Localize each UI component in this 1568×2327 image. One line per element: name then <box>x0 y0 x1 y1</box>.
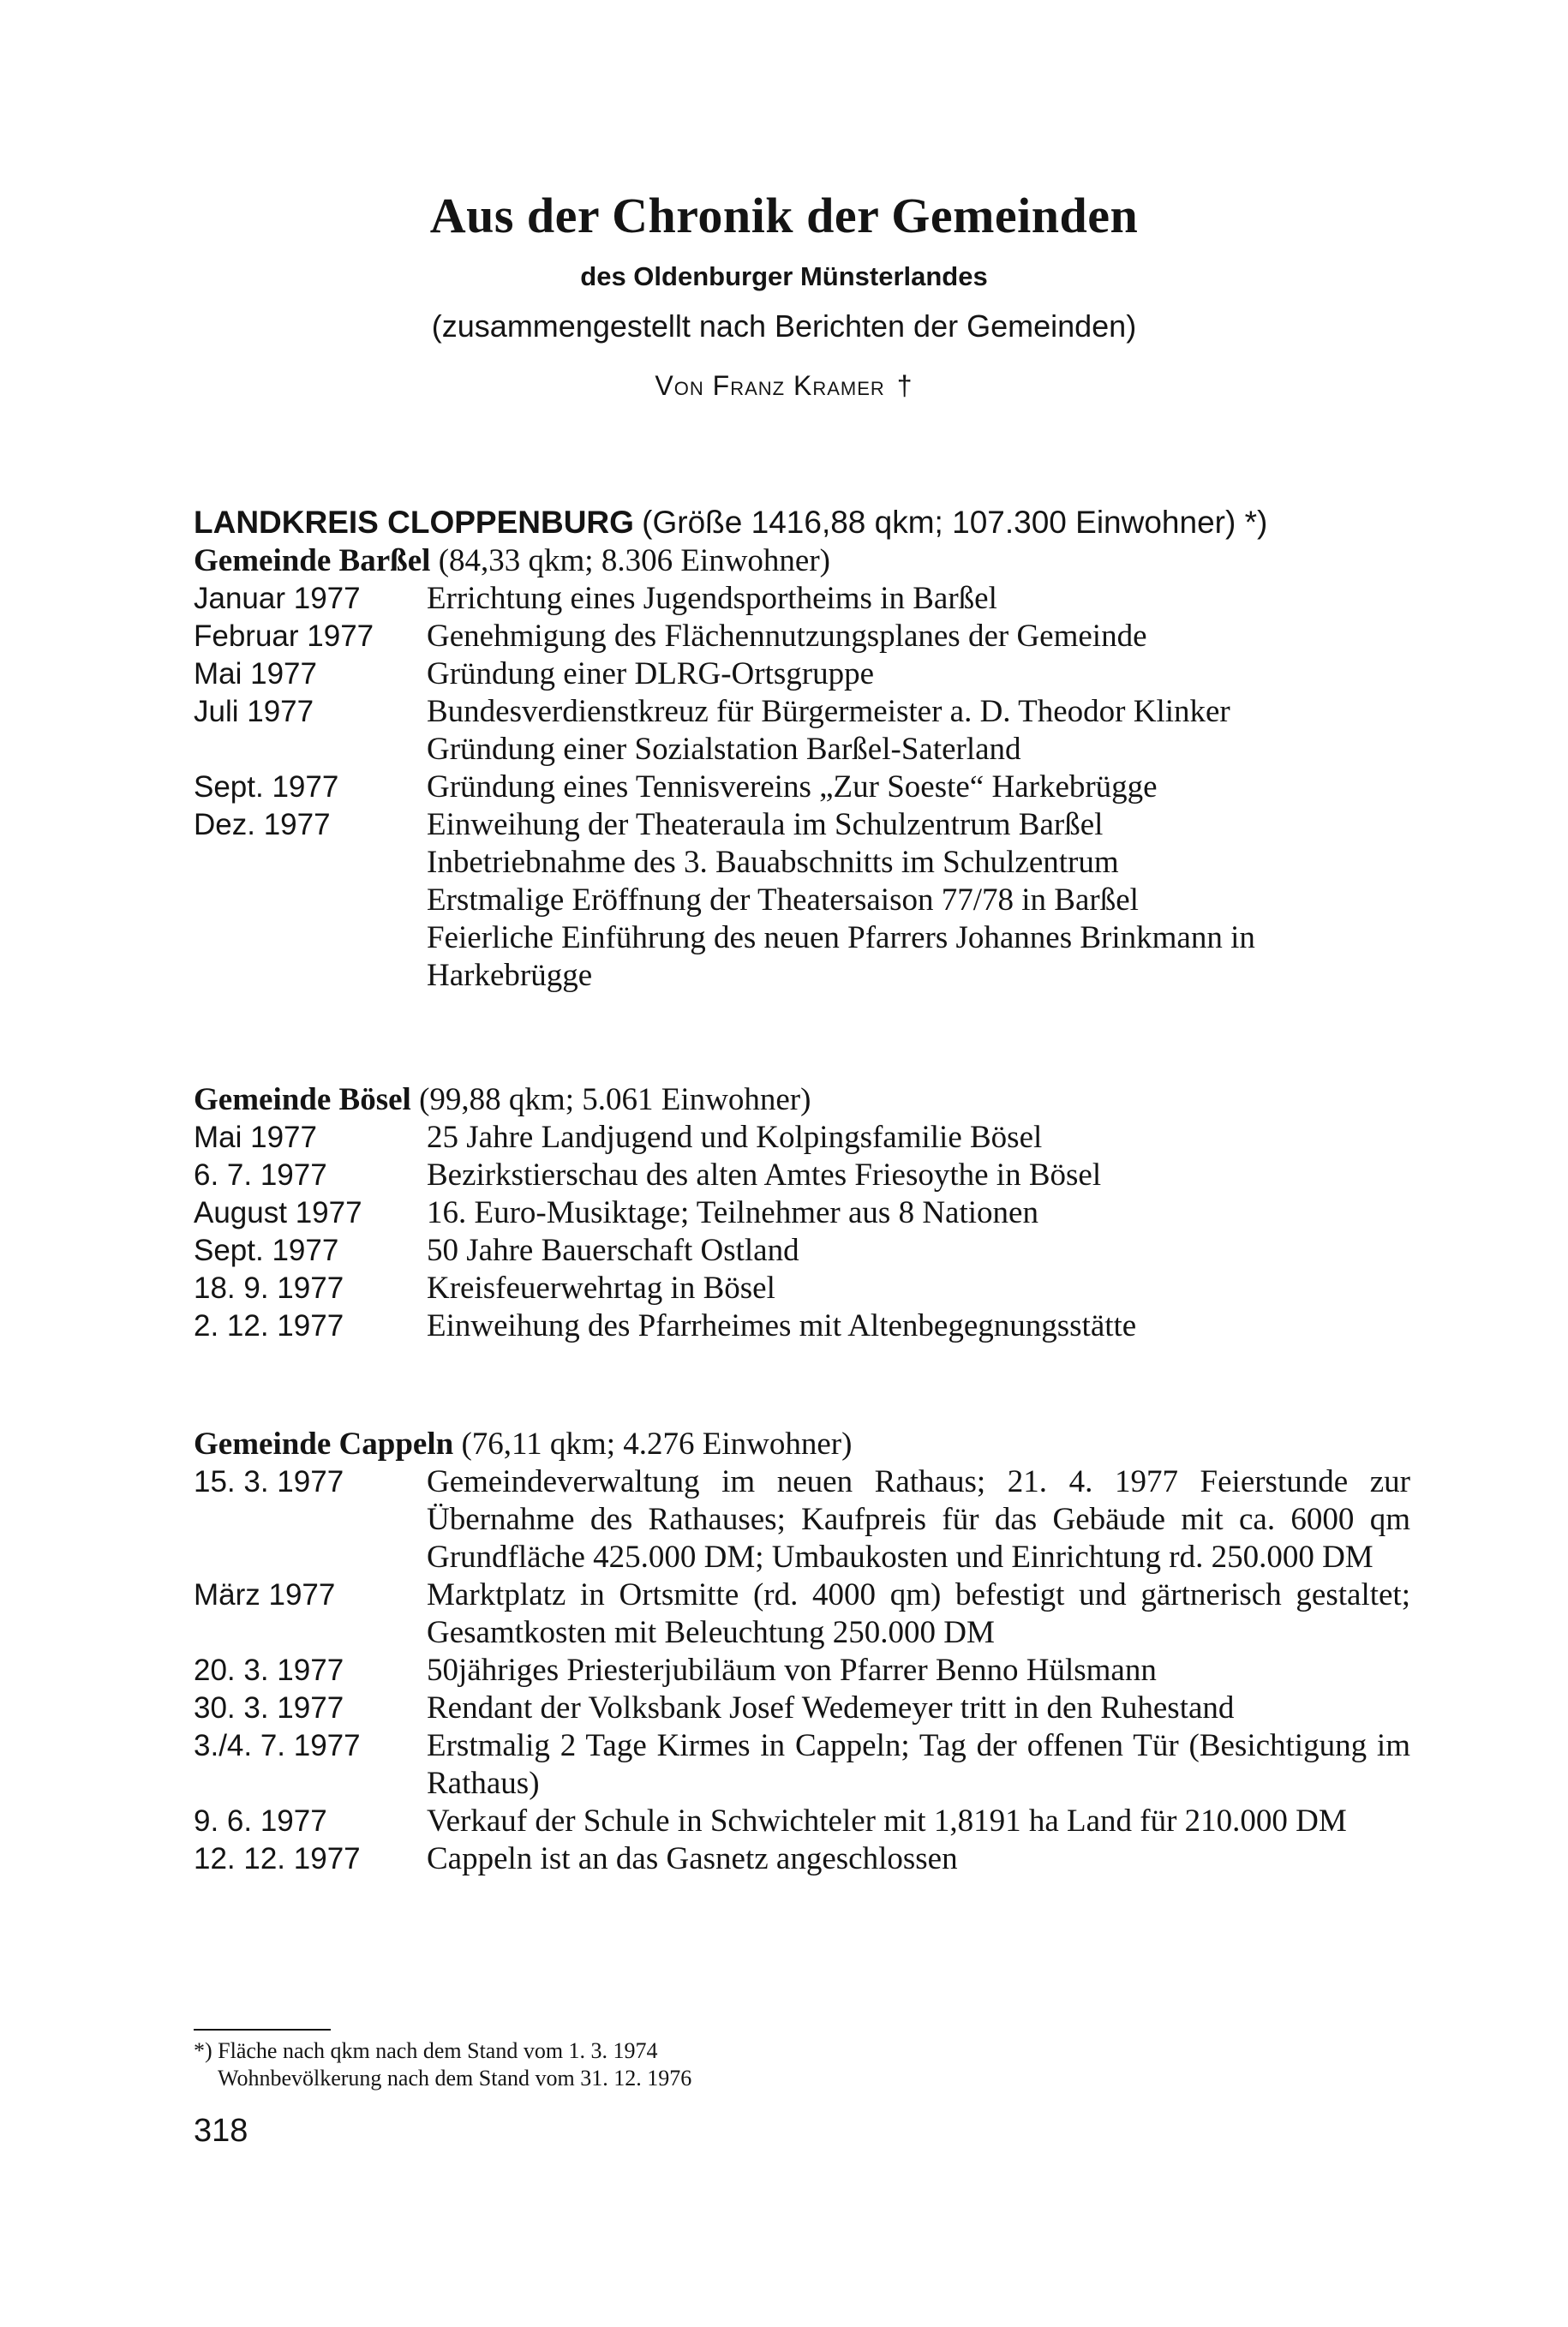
chronicle-entry <box>194 1119 1410 1157</box>
chronicle-entry <box>194 693 1410 731</box>
chronicle-entry <box>194 655 1410 693</box>
entry-date: Mai 1977 <box>194 1121 317 1154</box>
entry-text: Gründung eines Tennisvereins „Zur Soeste“ Harkebrügge <box>427 769 1158 805</box>
entry-text: Rendant der Volksbank Josef Wedemeyer tritt in den Ruhestand <box>427 1690 1235 1726</box>
section-info: (76,11 qkm; 4.276 Einwohner) <box>461 1427 853 1462</box>
section-name: Gemeinde Cappeln <box>194 1427 454 1462</box>
dagger-mark: † <box>896 370 913 401</box>
entry-date: August 1977 <box>194 1196 362 1229</box>
entry-date: 9. 6. 1977 <box>194 1804 327 1838</box>
entry-text: Einweihung der Theateraula im Schulzentrum Barßel <box>427 807 1104 842</box>
chronicle-entry <box>194 844 1410 882</box>
chronicle-entry <box>194 1576 1410 1652</box>
chronicle-entry <box>194 882 1410 919</box>
entry-date: 12. 12. 1977 <box>194 1842 361 1875</box>
entry-text: Verkauf der Schule in Schwichteler mit 1,8191 ha Land für 210.000 DM <box>427 1804 1347 1839</box>
entry-date: 3./4. 7. 1977 <box>194 1729 361 1762</box>
section-barssel <box>194 504 1410 995</box>
compiled-note: (zusammengestellt nach Berichten der Gemeinden) <box>431 308 1137 344</box>
chronicle-entry <box>194 1232 1410 1270</box>
author-line <box>0 370 1568 402</box>
chronicle-entry <box>194 1463 1410 1576</box>
chronicle-entry <box>194 1803 1410 1840</box>
entry-text: Errichtung eines Jugendsportheims in Barßel <box>427 581 997 616</box>
entry-text: Gemeindeverwaltung im neuen Rathaus; 21. 4. 1977 Feierstunde zur Übernahme des Rathauses; Kaufpreis für das Gebäude mit ca. 6000 qm Grundfläche 425.000 DM; Umbaukosten und Einrichtung rd. 250.000 DM <box>427 1464 1410 1575</box>
chronicle-entry <box>194 919 1410 995</box>
section-heading <box>194 1081 1410 1119</box>
entry-date: Januar 1977 <box>194 582 361 615</box>
section-info: (84,33 qkm; 8.306 Einwohner) <box>438 543 830 578</box>
chronicle-entry <box>194 1727 1410 1803</box>
page-subtitle: des Oldenburger Münsterlandes <box>580 261 988 291</box>
entry-date: Februar 1977 <box>194 619 374 653</box>
chronicle-entry <box>194 1270 1410 1307</box>
footnote-line: Wohnbevölkerung nach dem Stand vom 31. 12. 1976 <box>218 2066 692 2091</box>
chronicle-entry <box>194 580 1410 618</box>
landkreis-heading <box>194 504 1410 542</box>
footnote <box>194 2037 691 2092</box>
entry-date: 15. 3. 1977 <box>194 1465 344 1498</box>
entry-date: 6. 7. 1977 <box>194 1158 327 1192</box>
entry-text: Bundesverdienstkreuz für Bürgermeister a. D. Theodor Klinker <box>427 694 1230 729</box>
entry-date: 2. 12. 1977 <box>194 1309 344 1343</box>
entry-text: Feierliche Einführung des neuen Pfarrers Johannes Brinkmann in Harkebrügge <box>427 920 1255 993</box>
entry-date <box>194 919 427 995</box>
entry-date: 18. 9. 1977 <box>194 1271 344 1305</box>
chronicle-entry <box>194 769 1410 806</box>
chronicle-entry <box>194 1194 1410 1232</box>
chronicle-entry <box>194 806 1410 844</box>
entry-text: Einweihung des Pfarrheimes mit Altenbegegnungsstätte <box>427 1308 1137 1343</box>
entry-text: 50 Jahre Bauerschaft Ostland <box>427 1233 799 1268</box>
page-number: 318 <box>194 2113 248 2149</box>
footnote-divider <box>194 2029 331 2031</box>
entry-text: Gründung einer Sozialstation Barßel-Saterland <box>427 732 1021 767</box>
chronicle-entry <box>194 618 1410 655</box>
entry-text: Erstmalig 2 Tage Kirmes in Cappeln; Tag der offenen Tür (Besichtigung im Rathaus) <box>427 1728 1410 1801</box>
entry-date: Mai 1977 <box>194 657 317 691</box>
entry-date: Sept. 1977 <box>194 1234 339 1267</box>
section-cappeln <box>194 1426 1410 1878</box>
entry-date: März 1977 <box>194 1578 336 1612</box>
entry-text: Cappeln ist an das Gasnetz angeschlossen <box>427 1841 958 1876</box>
entry-text: Inbetriebnahme des 3. Bauabschnitts im Schulzentrum <box>427 845 1119 880</box>
entry-text: Gründung einer DLRG-Ortsgruppe <box>427 656 874 691</box>
landkreis-info: (Größe 1416,88 qkm; 107.300 Einwohner) *) <box>642 505 1268 540</box>
landkreis-name: LANDKREIS CLOPPENBURG <box>194 505 634 540</box>
chronicle-entry <box>194 1840 1410 1878</box>
entry-date: 30. 3. 1977 <box>194 1691 344 1725</box>
entry-date: Juli 1977 <box>194 695 314 728</box>
entry-date: Sept. 1977 <box>194 770 339 804</box>
entry-text: 16. Euro-Musiktage; Teilnehmer aus 8 Nationen <box>427 1195 1038 1230</box>
chronicle-entry <box>194 1652 1410 1690</box>
author-name: Von Franz Kramer <box>655 370 885 401</box>
entry-date <box>194 731 427 769</box>
entry-text: Erstmalige Eröffnung der Theatersaison 77/78 in Barßel <box>427 882 1139 918</box>
entry-text: Genehmigung des Flächennutzungsplanes der Gemeinde <box>427 619 1147 654</box>
entry-text: Marktplatz in Ortsmitte (rd. 4000 qm) befestigt und gärtnerisch gestaltet; Gesamtkosten mit Beleuchtung 250.000 DM <box>427 1577 1410 1650</box>
chronicle-entry <box>194 1307 1410 1345</box>
section-boesel <box>194 1081 1410 1345</box>
entry-date <box>194 844 427 882</box>
entry-text: 50jähriges Priesterjubiläum von Pfarrer Benno Hülsmann <box>427 1653 1157 1688</box>
chronicle-entry <box>194 731 1410 769</box>
section-heading <box>194 1426 1410 1463</box>
entry-text: 25 Jahre Landjugend und Kolpingsfamilie Bösel <box>427 1120 1043 1155</box>
footnote-line: *) Fläche nach qkm nach dem Stand vom 1. 3. 1974 <box>194 2038 658 2063</box>
section-heading <box>194 542 1410 580</box>
chronicle-entry <box>194 1690 1410 1727</box>
entry-date: 20. 3. 1977 <box>194 1654 344 1687</box>
entry-text: Bezirkstierschau des alten Amtes Friesoythe in Bösel <box>427 1158 1102 1193</box>
section-name: Gemeinde Bösel <box>194 1082 411 1117</box>
entry-date: Dez. 1977 <box>194 808 331 841</box>
section-info: (99,88 qkm; 5.061 Einwohner) <box>419 1082 811 1117</box>
entry-text: Kreisfeuerwehrtag in Bösel <box>427 1271 775 1306</box>
chronicle-entry <box>194 1157 1410 1194</box>
section-name: Gemeinde Barßel <box>194 543 431 578</box>
entry-date <box>194 882 427 919</box>
page-title: Aus der Chronik der Gemeinden <box>429 188 1139 243</box>
